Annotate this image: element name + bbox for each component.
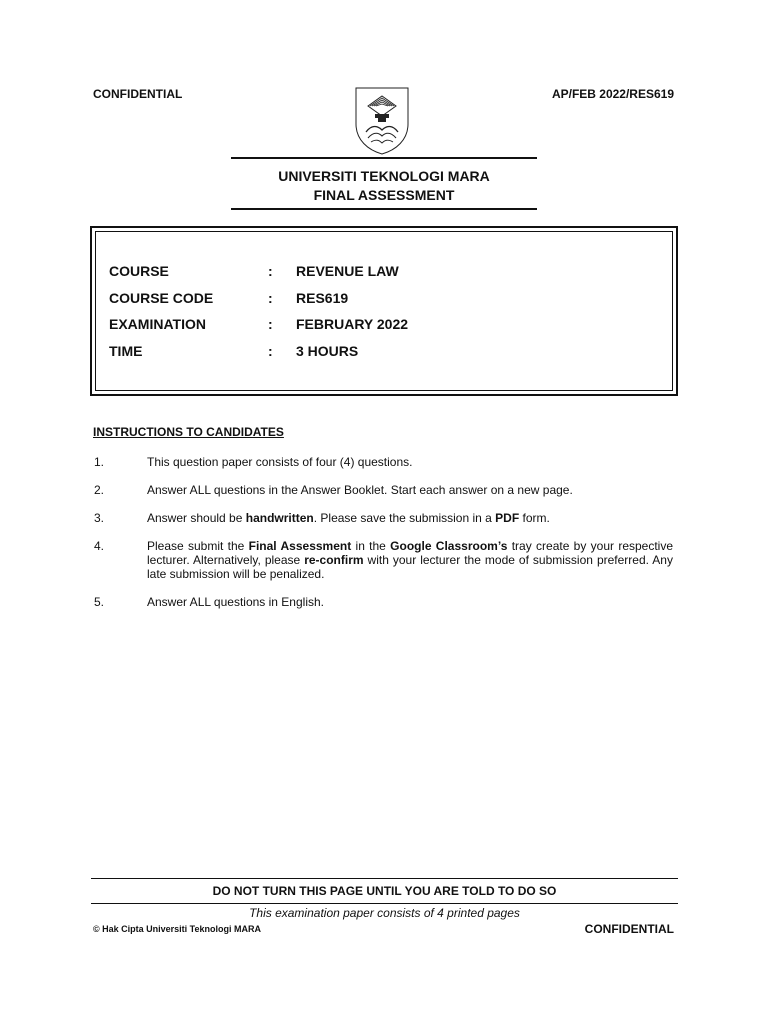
reconfirm-emphasis: re-confirm — [304, 553, 364, 567]
final-assessment-emphasis: Final Assessment — [248, 539, 352, 553]
instructions-heading: INSTRUCTIONS TO CANDIDATES — [93, 425, 284, 439]
instruction-text: Answer ALL questions in English. — [147, 595, 324, 609]
course-code-value: RES619 — [296, 290, 349, 306]
footer-top-rule — [91, 878, 678, 879]
instruction-text: Answer should be handwritten. Please save the submission in a PDF form. — [147, 511, 550, 525]
time-label: TIME — [109, 343, 143, 359]
course-code-label: COURSE CODE — [109, 290, 214, 306]
do-not-turn-warning: DO NOT TURN THIS PAGE UNTIL YOU ARE TOLD TO DO SO — [212, 884, 557, 898]
course-value: REVENUE LAW — [296, 263, 399, 279]
instruction-number: 5. — [94, 595, 105, 609]
instruction-number: 4. — [94, 539, 105, 553]
university-crest-icon — [352, 84, 412, 156]
examination-value: FEBRUARY 2022 — [296, 316, 409, 332]
course-code-colon: : — [268, 290, 273, 306]
footer-middle-rule — [91, 903, 678, 904]
university-name: UNIVERSITI TEKNOLOGI MARA — [278, 168, 490, 184]
instruction-number: 3. — [94, 511, 105, 525]
instruction-text: Please submit the Final Assessment in the Google Classroom’s tray create by your respective lecturer. Alternatively, please re-confirm with your lecturer the mode of submission preferred. Any late submission will be penalized. — [147, 539, 674, 581]
examination-label: EXAMINATION — [109, 316, 206, 332]
instruction-text: This question paper consists of four (4) questions. — [147, 455, 413, 469]
course-colon: : — [268, 263, 273, 279]
copyright-notice: © Hak Cipta Universiti Teknologi MARA — [93, 924, 261, 934]
header-confidential-label: CONFIDENTIAL — [93, 87, 183, 101]
title-top-rule — [231, 157, 537, 159]
instruction-number: 1. — [94, 455, 105, 469]
course-label: COURSE — [109, 263, 169, 279]
google-classroom-emphasis: Google Classroom’s — [390, 539, 508, 553]
title-bottom-rule — [231, 208, 537, 210]
handwritten-emphasis: handwritten — [245, 511, 314, 525]
instruction-number: 2. — [94, 483, 105, 497]
page-count-note: This examination paper consists of 4 printed pages — [249, 906, 520, 920]
header-paper-code: AP/FEB 2022/RES619 — [551, 87, 674, 101]
examination-colon: : — [268, 316, 273, 332]
time-colon: : — [268, 343, 273, 359]
assessment-title: FINAL ASSESSMENT — [313, 187, 455, 203]
time-value: 3 HOURS — [296, 343, 359, 359]
course-info-box-inner-border — [95, 231, 673, 391]
course-info-box — [90, 226, 678, 396]
pdf-emphasis: PDF — [495, 511, 520, 525]
footer-confidential-label: CONFIDENTIAL — [584, 922, 674, 936]
instruction-text: Answer ALL questions in the Answer Booklet. Start each answer on a new page. — [147, 483, 573, 497]
